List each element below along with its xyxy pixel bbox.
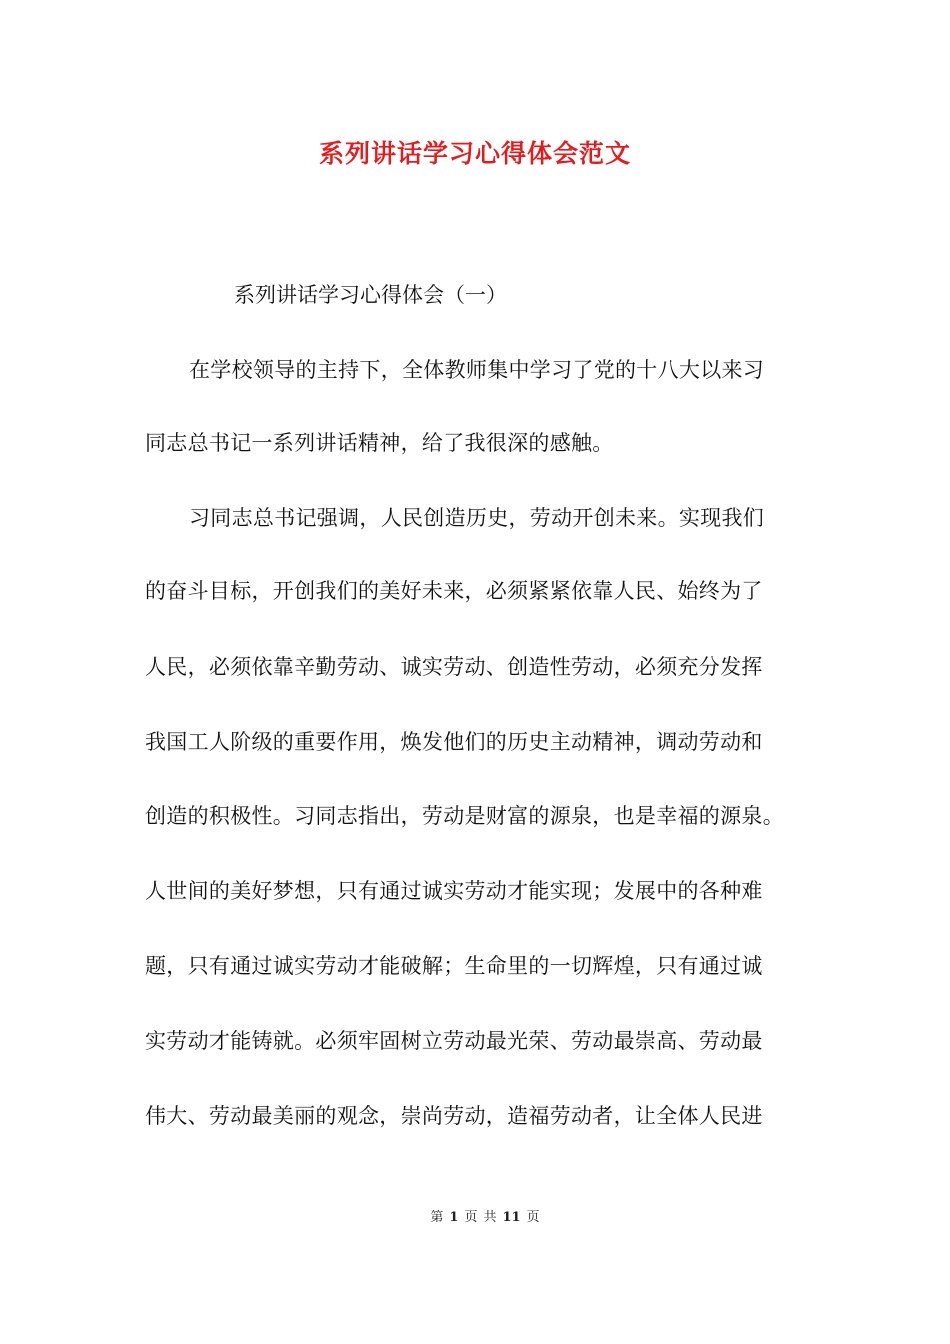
footer-total-unit: 页 — [526, 1210, 540, 1225]
paragraph-line: 我国工人阶级的重要作用，焕发他们的历史主动精神，调动劳动和 — [145, 730, 763, 754]
footer-total-label: 共 — [483, 1210, 497, 1225]
paragraph-line: 的奋斗目标，开创我们的美好未来，必须紧紧依靠人民、始终为了 — [145, 579, 763, 603]
page-footer — [0, 1208, 950, 1228]
paragraph-line: 创造的积极性。习同志指出，劳动是财富的源泉，也是幸福的源泉。 — [145, 804, 784, 828]
footer-prefix: 第 — [430, 1210, 444, 1225]
document-title: 系列讲话学习心得体会范文 — [318, 139, 631, 168]
footer-page-unit: 页 — [464, 1210, 478, 1225]
current-page-number: 1 — [449, 1210, 459, 1225]
paragraph-line: 题，只有通过诚实劳动才能破解；生命里的一切辉煌，只有通过诚 — [145, 954, 763, 978]
paragraph-line: 在学校领导的主持下，全体教师集中学习了党的十八大以来习 — [189, 358, 765, 382]
paragraph-line: 人世间的美好梦想，只有通过诚实劳动才能实现；发展中的各种难 — [145, 879, 763, 903]
paragraph-line: 人民，必须依靠辛勤劳动、诚实劳动、创造性劳动，必须充分发挥 — [145, 655, 763, 679]
paragraph-line: 同志总书记一系列讲话精神，给了我很深的感触。 — [145, 431, 614, 455]
total-page-count: 11 — [502, 1210, 521, 1225]
paragraph-line: 实劳动才能铸就。必须牢固树立劳动最光荣、劳动最崇高、劳动最 — [145, 1029, 763, 1053]
section-heading: 系列讲话学习心得体会（一） — [234, 283, 507, 307]
paragraph-line: 伟大、劳动最美丽的观念，崇尚劳动，造福劳动者，让全体人民进 — [145, 1104, 763, 1128]
paragraph-line: 习同志总书记强调，人民创造历史，劳动开创未来。实现我们 — [189, 506, 765, 530]
